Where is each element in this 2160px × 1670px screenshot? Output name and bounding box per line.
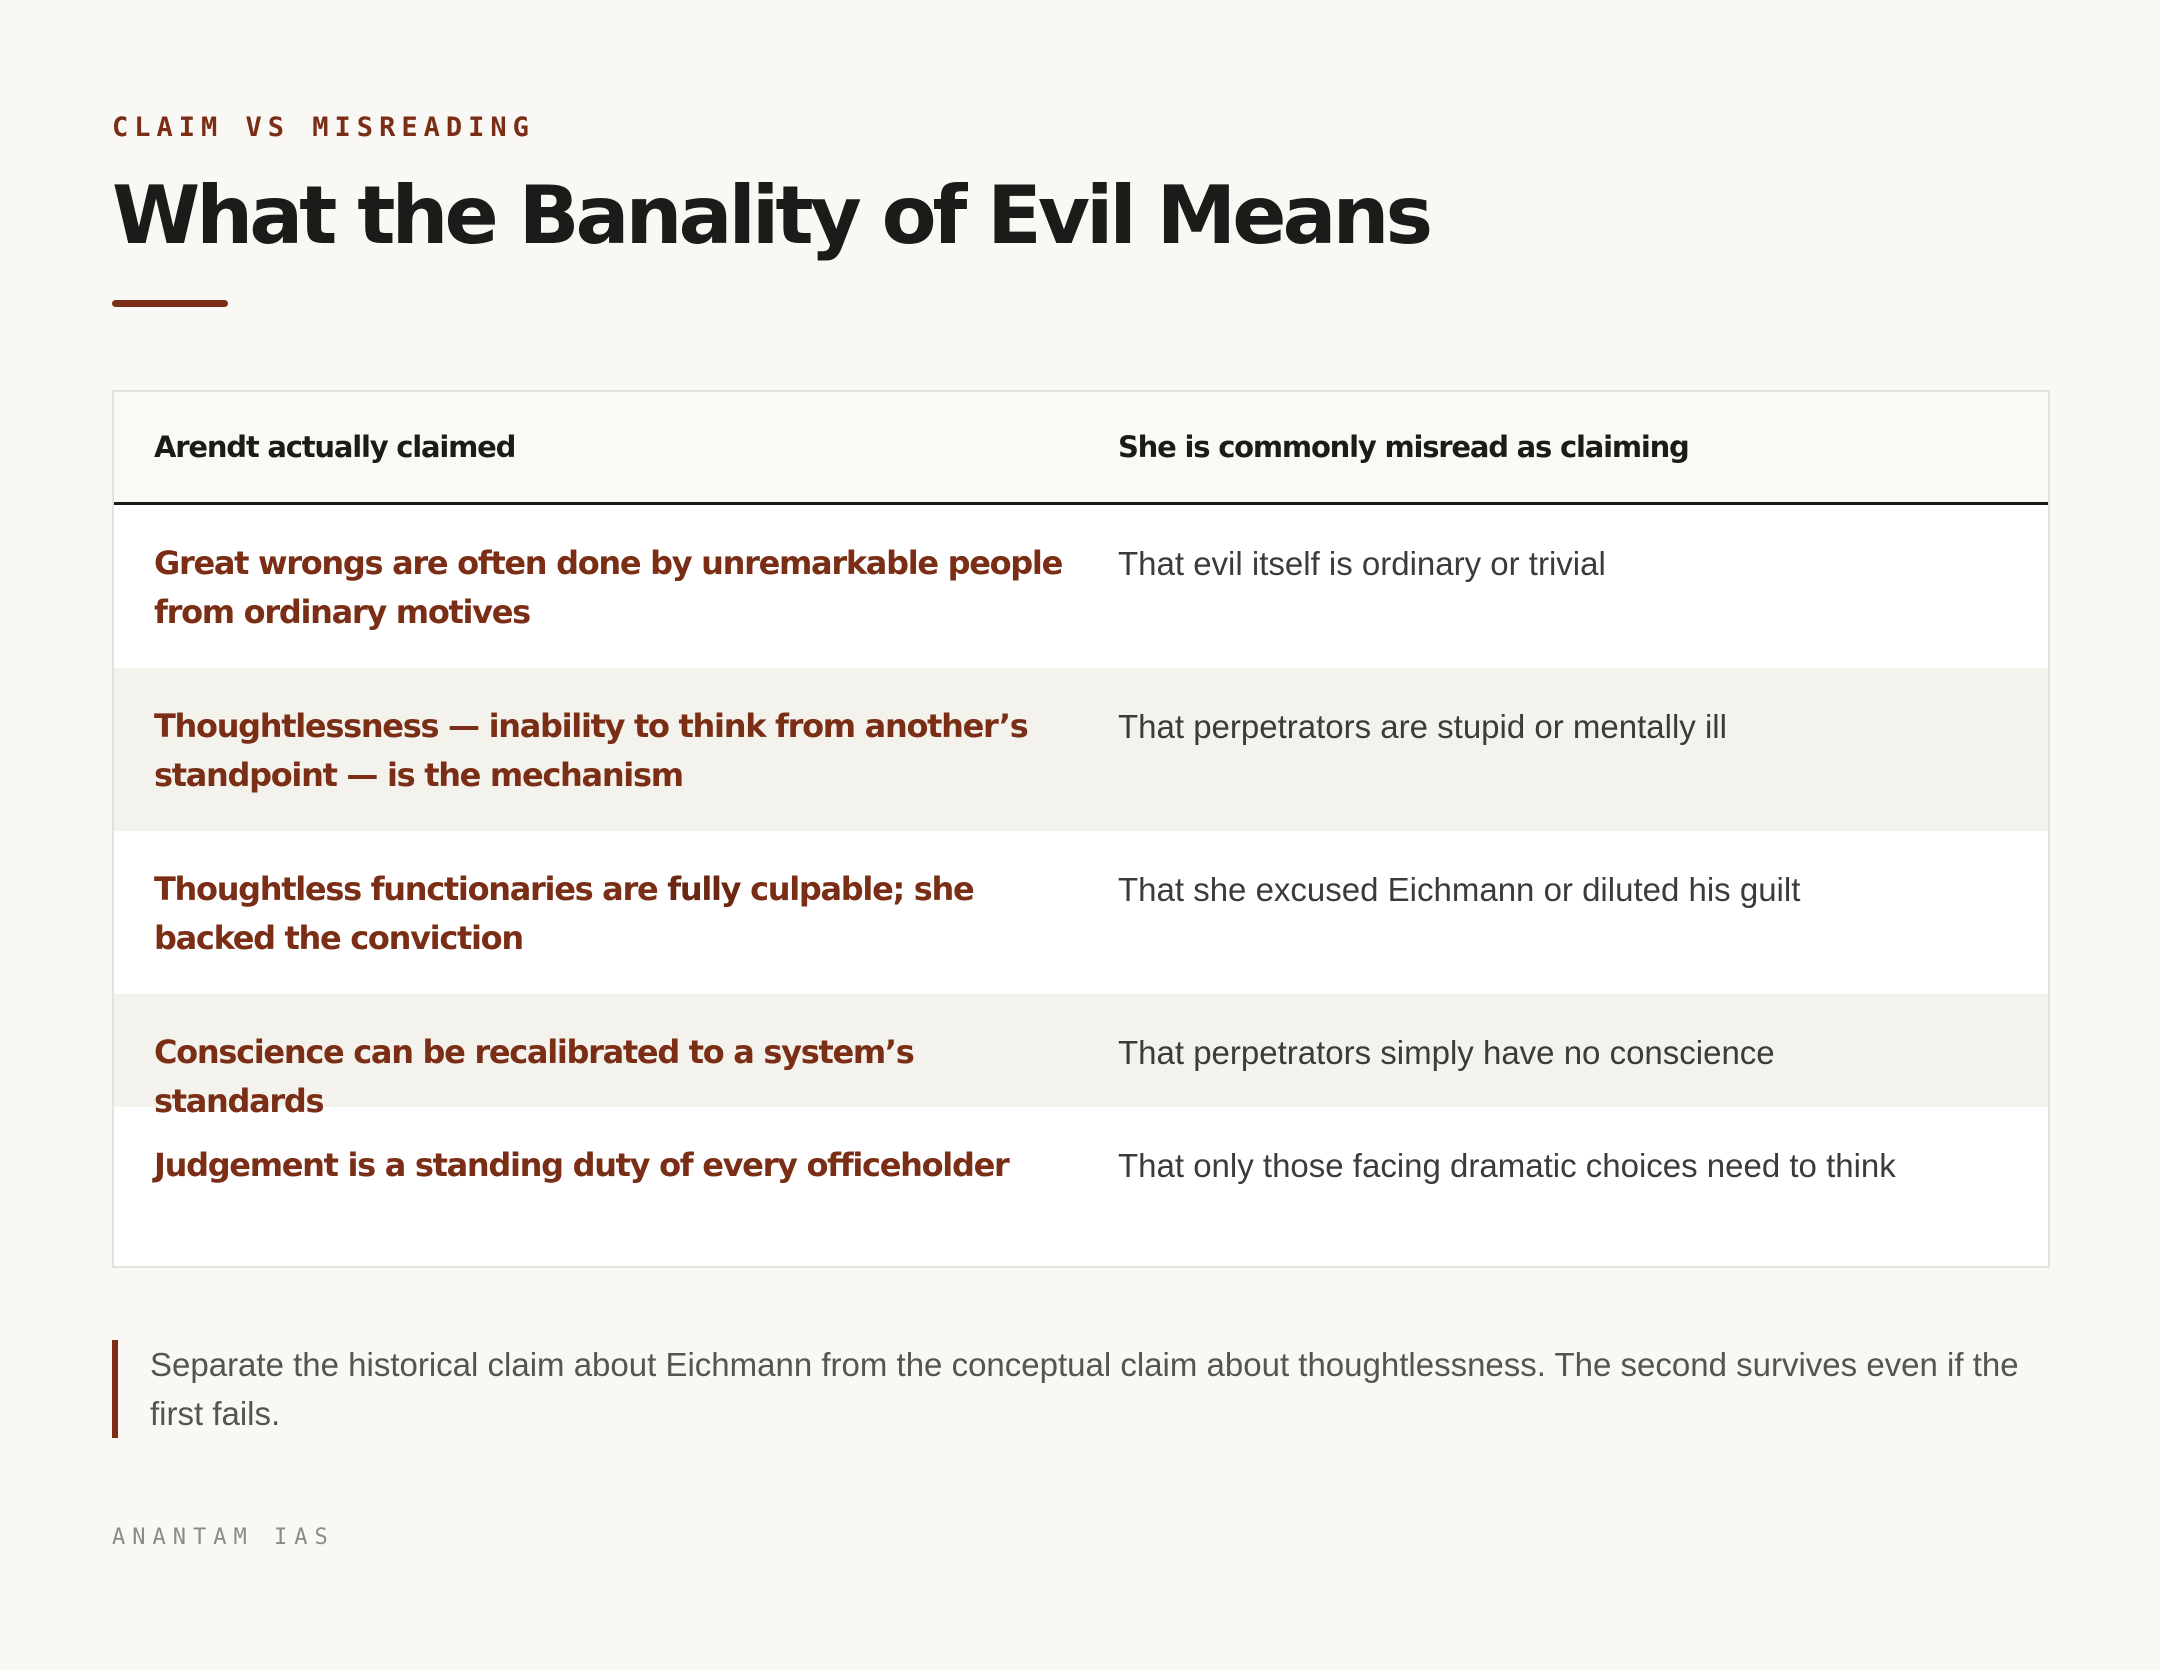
eyebrow-label: CLAIM VS MISREADING — [112, 112, 535, 143]
claim-cell: Conscience can be recalibrated to a system’s standards — [154, 1033, 914, 1120]
claim-cell — [114, 865, 1118, 963]
claim-text-end: culpable; she backed the conviction — [154, 870, 974, 957]
claim-emphasis: fully — [667, 870, 741, 908]
table-row — [114, 1107, 2048, 1266]
misread-cell: That only those facing dramatic choices need to think — [1118, 1147, 1896, 1184]
footer-brand: ANANTAM IAS — [112, 1525, 335, 1550]
page-title: What the Banality of Evil Means — [112, 169, 1430, 262]
misread-cell: That perpetrators are stupid or mentally ill — [1118, 708, 1727, 745]
claim-cell: Great wrongs are often done by unremarkable people from ordinary motives — [154, 544, 1062, 631]
table-header — [114, 392, 2048, 505]
table-row — [114, 994, 2048, 1120]
table-row — [114, 668, 2048, 831]
claim-cell: Thoughtlessness — inability to think from another’s standpoint — is the mechanism — [154, 707, 1028, 794]
comparison-table — [112, 390, 2050, 1268]
misread-cell: That she excused Eichmann or diluted his guilt — [1118, 871, 1801, 908]
accent-rule — [112, 300, 228, 307]
slide — [112, 112, 2048, 1550]
column-header-claimed: Arendt actually claimed — [154, 430, 516, 464]
claim-text-start: Thoughtless functionaries are — [154, 870, 668, 908]
misread-cell: That evil itself is ordinary or trivial — [1118, 545, 1606, 582]
column-header-misread: She is commonly misread as claiming — [1118, 430, 1689, 464]
table-row — [114, 831, 2048, 994]
claim-cell: Judgement is a standing duty of every officeholder — [154, 1146, 1009, 1184]
table-row — [114, 505, 2048, 668]
pull-quote-note: Separate the historical claim about Eichmann from the conceptual claim about thoughtlessness. The second survives even if the first fails. — [112, 1340, 2048, 1438]
misread-cell: That perpetrators simply have no conscience — [1118, 1034, 1775, 1071]
